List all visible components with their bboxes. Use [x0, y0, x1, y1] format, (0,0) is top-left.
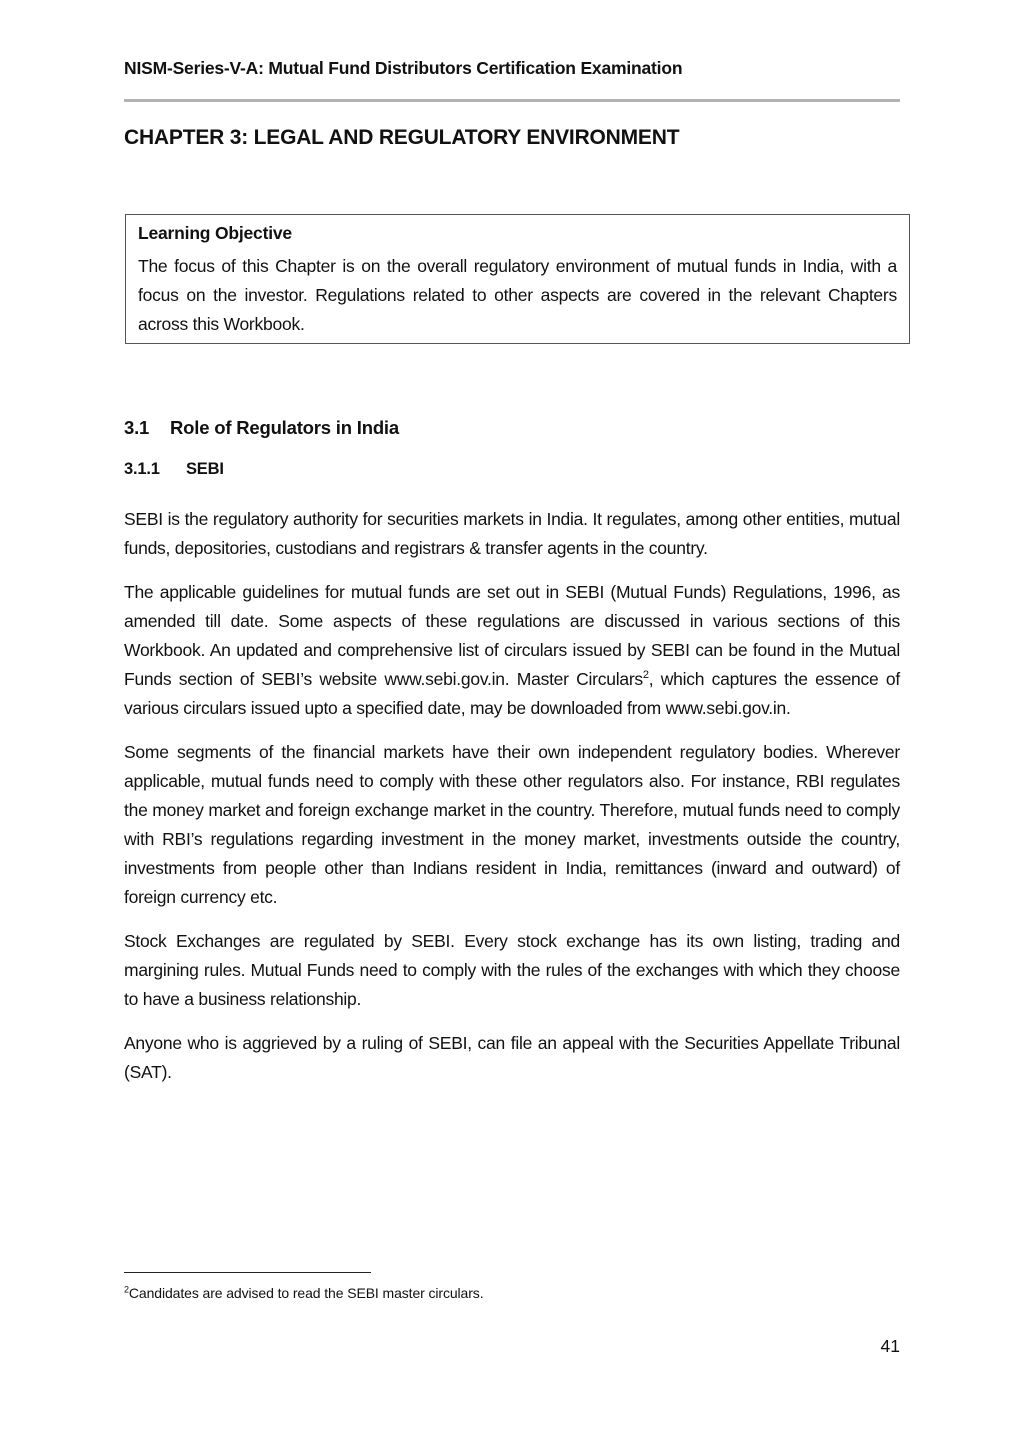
running-header: NISM-Series-V-A: Mutual Fund Distributors Certification Examination: [124, 58, 683, 78]
footnote-marker: 2: [124, 1284, 129, 1295]
chapter-title: CHAPTER 3: LEGAL AND REGULATORY ENVIRONMENT: [124, 126, 680, 149]
header-divider: [124, 99, 900, 102]
footnote-divider: [124, 1272, 371, 1273]
paragraph-guidelines: [124, 578, 900, 723]
paragraph-sebi-role: SEBI is the regulatory authority for securities markets in India. It regulates, among other entities, mutual funds, depositories, custodians and registrars & transfer agents in the country.: [124, 509, 900, 558]
subsection-title: SEBI: [186, 460, 224, 478]
paragraph-appeal: Anyone who is aggrieved by a ruling of SEBI, can file an appeal with the Securities Appellate Tribunal (SAT).: [124, 1033, 900, 1082]
learning-objective-text: The focus of this Chapter is on the overall regulatory environment of mutual funds in India, with a focus on the investor. Regulations related to other aspects are covered in the relevant Chapters across this Workbook.: [138, 256, 897, 334]
footnote: [124, 1285, 900, 1301]
section-heading: [124, 417, 399, 439]
learning-objective-title: Learning Objective: [138, 223, 292, 243]
paragraph-guidelines-continued: , which captures the essence of various circulars issued upto a specified date, may be downloaded from www.sebi.gov.in.: [124, 669, 900, 718]
footnote-text: Candidates are advised to read the SEBI master circulars.: [128, 1285, 484, 1301]
page-number: 41: [880, 1336, 900, 1356]
subsection-heading: [124, 460, 224, 479]
section-number: 3.1: [124, 417, 150, 438]
footnote-reference[interactable]: 2: [642, 669, 649, 682]
paragraph-other-regulators: Some segments of the financial markets have their own independent regulatory bodies. Wherever applicable, mutual funds need to comply with these other regulators also. For instance, RBI regulates the money market and foreign exchange market in the country. Therefore, mutual funds need to comply with RBI’s regulations regarding investment in the money market, investments outside the country, investments from people other than Indians resident in India, remittances (inward and outward) of foreign currency etc.: [124, 742, 900, 907]
paragraph-guidelines-text: The applicable guidelines for mutual funds are set out in SEBI (Mutual Funds) Regulations, 1996, as amended till date. Some aspects of these regulations are discussed in various sections of this Workbook. An updated and comprehensive list of circulars issued by SEBI can be found in the Mutual Funds section of SEBI’s website www.sebi.gov.in. Master Circulars: [124, 582, 900, 689]
section-title: Role of Regulators in India: [170, 417, 399, 438]
learning-objective-box: [125, 214, 910, 344]
subsection-number: 3.1.1: [124, 460, 160, 478]
body-text: [124, 505, 900, 1102]
paragraph-stock-exchanges: Stock Exchanges are regulated by SEBI. Every stock exchange has its own listing, trading and margining rules. Mutual Funds need to comply with the rules of the exchanges with which they choose to have a business relationship.: [124, 931, 900, 1009]
